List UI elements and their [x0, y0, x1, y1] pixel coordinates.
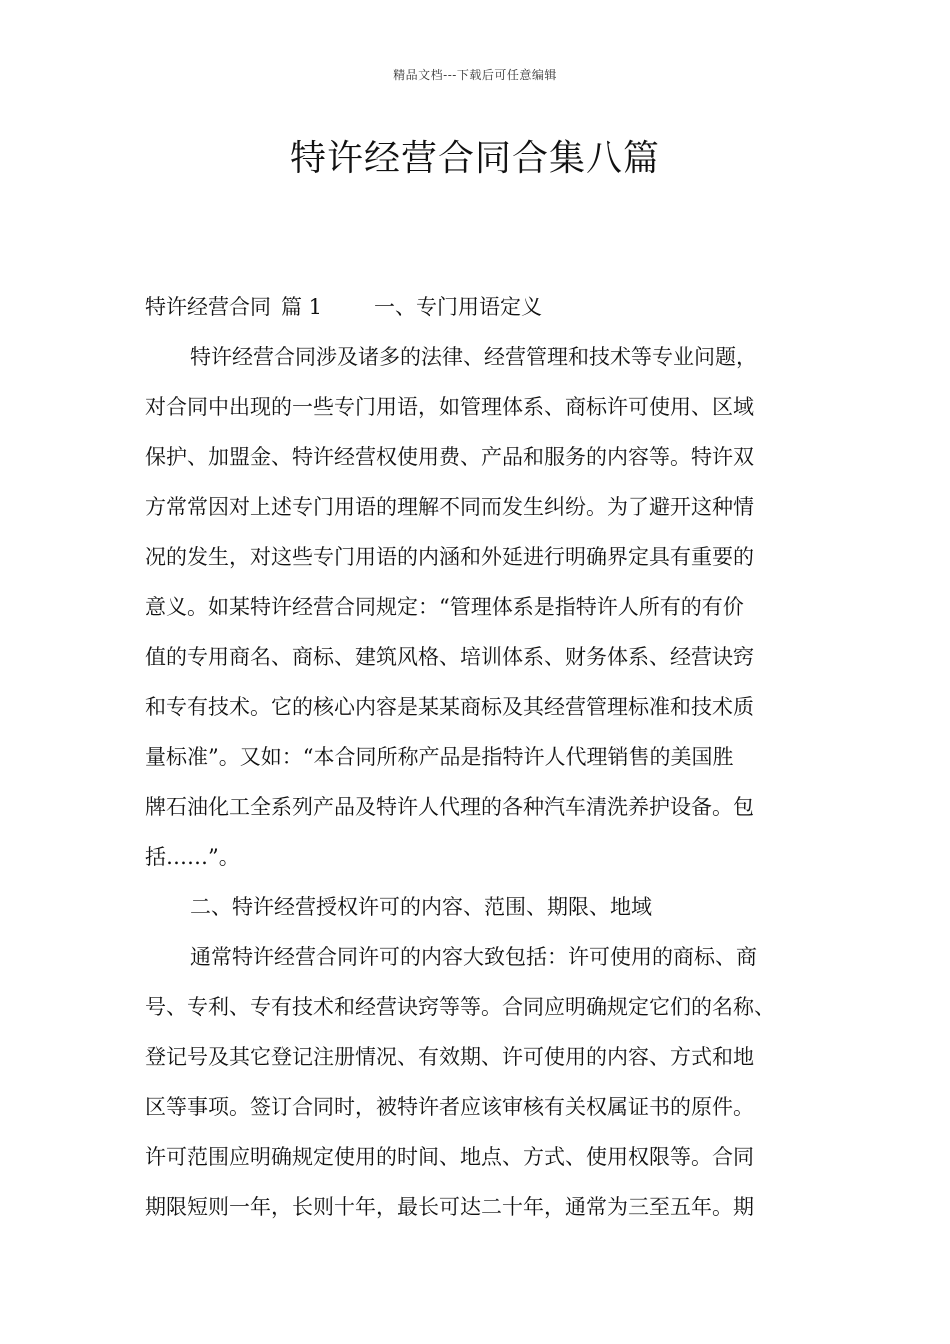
section-heading-2: 二、特许经营授权许可的内容、范围、期限、地域: [190, 895, 652, 919]
paragraph-line: 括……”。: [145, 845, 240, 869]
paragraph-line: 和专有技术。它的核心内容是某某商标及其经营管理标准和技术质: [145, 695, 754, 719]
article-heading-line: [145, 282, 825, 332]
paragraph-line: 况的发生，对这些专门用语的内涵和外延进行明确界定具有重要的: [145, 545, 754, 569]
paragraph-line: 量标准”。又如：“本合同所称产品是指特许人代理销售的美国胜: [145, 745, 734, 769]
paragraph-line: 对合同中出现的一些专门用语，如管理体系、商标许可使用、区域: [145, 395, 754, 419]
paragraph-1: [145, 332, 825, 882]
paragraph-line: 登记号及其它登记注册情况、有效期、许可使用的内容、方式和地: [145, 1045, 754, 1069]
section-heading-1: 一、专门用语定义: [374, 295, 543, 319]
header-note: 精品文档---下载后可任意编辑: [393, 68, 557, 82]
paragraph-line: 特许经营合同涉及诸多的法律、经营管理和技术等专业问题，: [190, 345, 757, 369]
paragraph-line: 期限短则一年，长则十年，最长可达二十年，通常为三至五年。期: [145, 1195, 754, 1219]
paragraph-line: 牌石油化工全系列产品及特许人代理的各种汽车清洗养护设备。包: [145, 795, 754, 819]
paragraph-line: 方常常因对上述专门用语的理解不同而发生纠纷。为了避开这种情: [145, 495, 754, 519]
paragraph-line: 通常特许经营合同许可的内容大致包括：许可使用的商标、商: [190, 945, 757, 969]
paragraph-line: 号、专利、专有技术和经营诀窍等等。合同应明确规定它们的名称、: [145, 995, 775, 1019]
paragraph-line: 保护、加盟金、特许经营权使用费、产品和服务的内容等。特许双: [145, 445, 754, 469]
document-title: 特许经营合同合集八篇: [289, 138, 660, 179]
paragraph-line: 值的专用商名、商标、建筑风格、培训体系、财务体系、经营诀窍: [145, 645, 754, 669]
article-label: 特许经营合同: [145, 295, 271, 319]
article-number: 篇 1: [281, 295, 323, 319]
paragraph-2: [145, 932, 825, 1232]
paragraph-line: 意义。如某特许经营合同规定：“管理体系是指特许人所有的有价: [145, 595, 744, 619]
document-body: [145, 282, 825, 1232]
paragraph-line: 许可范围应明确规定使用的时间、地点、方式、使用权限等。合同: [145, 1145, 754, 1169]
paragraph-line: 区等事项。签订合同时，被特许者应该审核有关权属证书的原件。: [145, 1095, 754, 1119]
